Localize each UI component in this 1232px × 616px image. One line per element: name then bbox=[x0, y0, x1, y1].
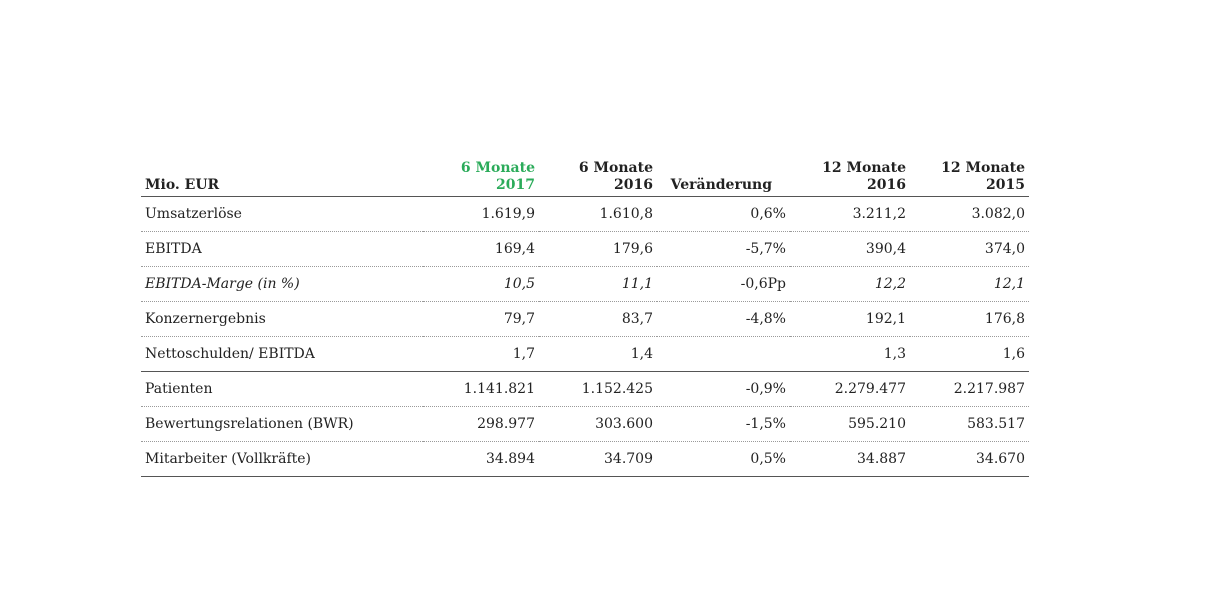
cell-fy-2015: 34.670 bbox=[910, 442, 1029, 477]
cell-fy-2016: 192,1 bbox=[790, 302, 910, 337]
header-fy-2015-line2: 2015 bbox=[986, 177, 1025, 193]
cell-h1-2017: 79,7 bbox=[423, 302, 539, 337]
row-label: EBITDA-Marge (in %) bbox=[141, 267, 423, 302]
header-h1-2016-line2: 2016 bbox=[614, 177, 653, 193]
header-h1-2017-line2: 2017 bbox=[496, 177, 535, 193]
row-label: EBITDA bbox=[141, 232, 423, 267]
cell-h1-2016: 83,7 bbox=[539, 302, 657, 337]
cell-h1-2017: 1,7 bbox=[423, 337, 539, 372]
row-umsatzerloese bbox=[141, 197, 1029, 232]
row-konzernergebnis bbox=[141, 302, 1029, 337]
row-label: Nettoschulden/ EBITDA bbox=[141, 337, 423, 372]
header-h1-2017 bbox=[423, 158, 539, 197]
cell-h1-2016: 34.709 bbox=[539, 442, 657, 477]
header-unit-label: Mio. EUR bbox=[141, 158, 423, 197]
header-row bbox=[141, 158, 1029, 197]
row-label: Mitarbeiter (Vollkräfte) bbox=[141, 442, 423, 477]
header-h1-2016 bbox=[539, 158, 657, 197]
cell-change: -5,7% bbox=[657, 232, 790, 267]
row-bewertungsrelationen bbox=[141, 407, 1029, 442]
kpi-table bbox=[141, 158, 1029, 477]
cell-fy-2016: 3.211,2 bbox=[790, 197, 910, 232]
cell-fy-2015: 12,1 bbox=[910, 267, 1029, 302]
cell-h1-2016: 179,6 bbox=[539, 232, 657, 267]
row-label: Patienten bbox=[141, 372, 423, 407]
cell-h1-2017: 1.619,9 bbox=[423, 197, 539, 232]
cell-fy-2016: 1,3 bbox=[790, 337, 910, 372]
cell-fy-2015: 374,0 bbox=[910, 232, 1029, 267]
row-label: Konzernergebnis bbox=[141, 302, 423, 337]
header-h1-2016-line1: 6 Monate bbox=[578, 160, 653, 176]
table-body bbox=[141, 197, 1029, 477]
cell-change: 0,6% bbox=[657, 197, 790, 232]
cell-h1-2016: 11,1 bbox=[539, 267, 657, 302]
cell-fy-2016: 595.210 bbox=[790, 407, 910, 442]
cell-h1-2016: 1,4 bbox=[539, 337, 657, 372]
cell-h1-2016: 303.600 bbox=[539, 407, 657, 442]
cell-change: 0,5% bbox=[657, 442, 790, 477]
row-label: Bewertungsrelationen (BWR) bbox=[141, 407, 423, 442]
cell-h1-2017: 169,4 bbox=[423, 232, 539, 267]
row-patienten bbox=[141, 372, 1029, 407]
cell-change: -4,8% bbox=[657, 302, 790, 337]
header-h1-2017-line1: 6 Monate bbox=[460, 160, 535, 176]
cell-change: -0,9% bbox=[657, 372, 790, 407]
header-fy-2016 bbox=[790, 158, 910, 197]
cell-fy-2016: 2.279.477 bbox=[790, 372, 910, 407]
cell-h1-2017: 34.894 bbox=[423, 442, 539, 477]
cell-h1-2017: 10,5 bbox=[423, 267, 539, 302]
cell-fy-2015: 583.517 bbox=[910, 407, 1029, 442]
row-ebitda bbox=[141, 232, 1029, 267]
cell-h1-2017: 1.141.821 bbox=[423, 372, 539, 407]
cell-fy-2015: 2.217.987 bbox=[910, 372, 1029, 407]
cell-fy-2015: 3.082,0 bbox=[910, 197, 1029, 232]
header-change bbox=[657, 158, 790, 197]
cell-change bbox=[657, 337, 790, 372]
row-mitarbeiter bbox=[141, 442, 1029, 477]
cell-fy-2016: 12,2 bbox=[790, 267, 910, 302]
cell-change: -0,6Pp bbox=[657, 267, 790, 302]
row-ebitda-marge bbox=[141, 267, 1029, 302]
table-header bbox=[141, 158, 1029, 197]
cell-fy-2016: 390,4 bbox=[790, 232, 910, 267]
cell-h1-2016: 1.152.425 bbox=[539, 372, 657, 407]
cell-change: -1,5% bbox=[657, 407, 790, 442]
cell-h1-2016: 1.610,8 bbox=[539, 197, 657, 232]
cell-fy-2015: 176,8 bbox=[910, 302, 1029, 337]
header-fy-2015 bbox=[910, 158, 1029, 197]
row-nettoschulden-ebitda bbox=[141, 337, 1029, 372]
header-fy-2016-line2: 2016 bbox=[867, 177, 906, 193]
cell-h1-2017: 298.977 bbox=[423, 407, 539, 442]
header-change-label: Veränderung bbox=[670, 177, 772, 193]
row-label: Umsatzerlöse bbox=[141, 197, 423, 232]
cell-fy-2016: 34.887 bbox=[790, 442, 910, 477]
cell-fy-2015: 1,6 bbox=[910, 337, 1029, 372]
header-fy-2015-line1: 12 Monate bbox=[941, 160, 1025, 176]
header-fy-2016-line1: 12 Monate bbox=[822, 160, 906, 176]
